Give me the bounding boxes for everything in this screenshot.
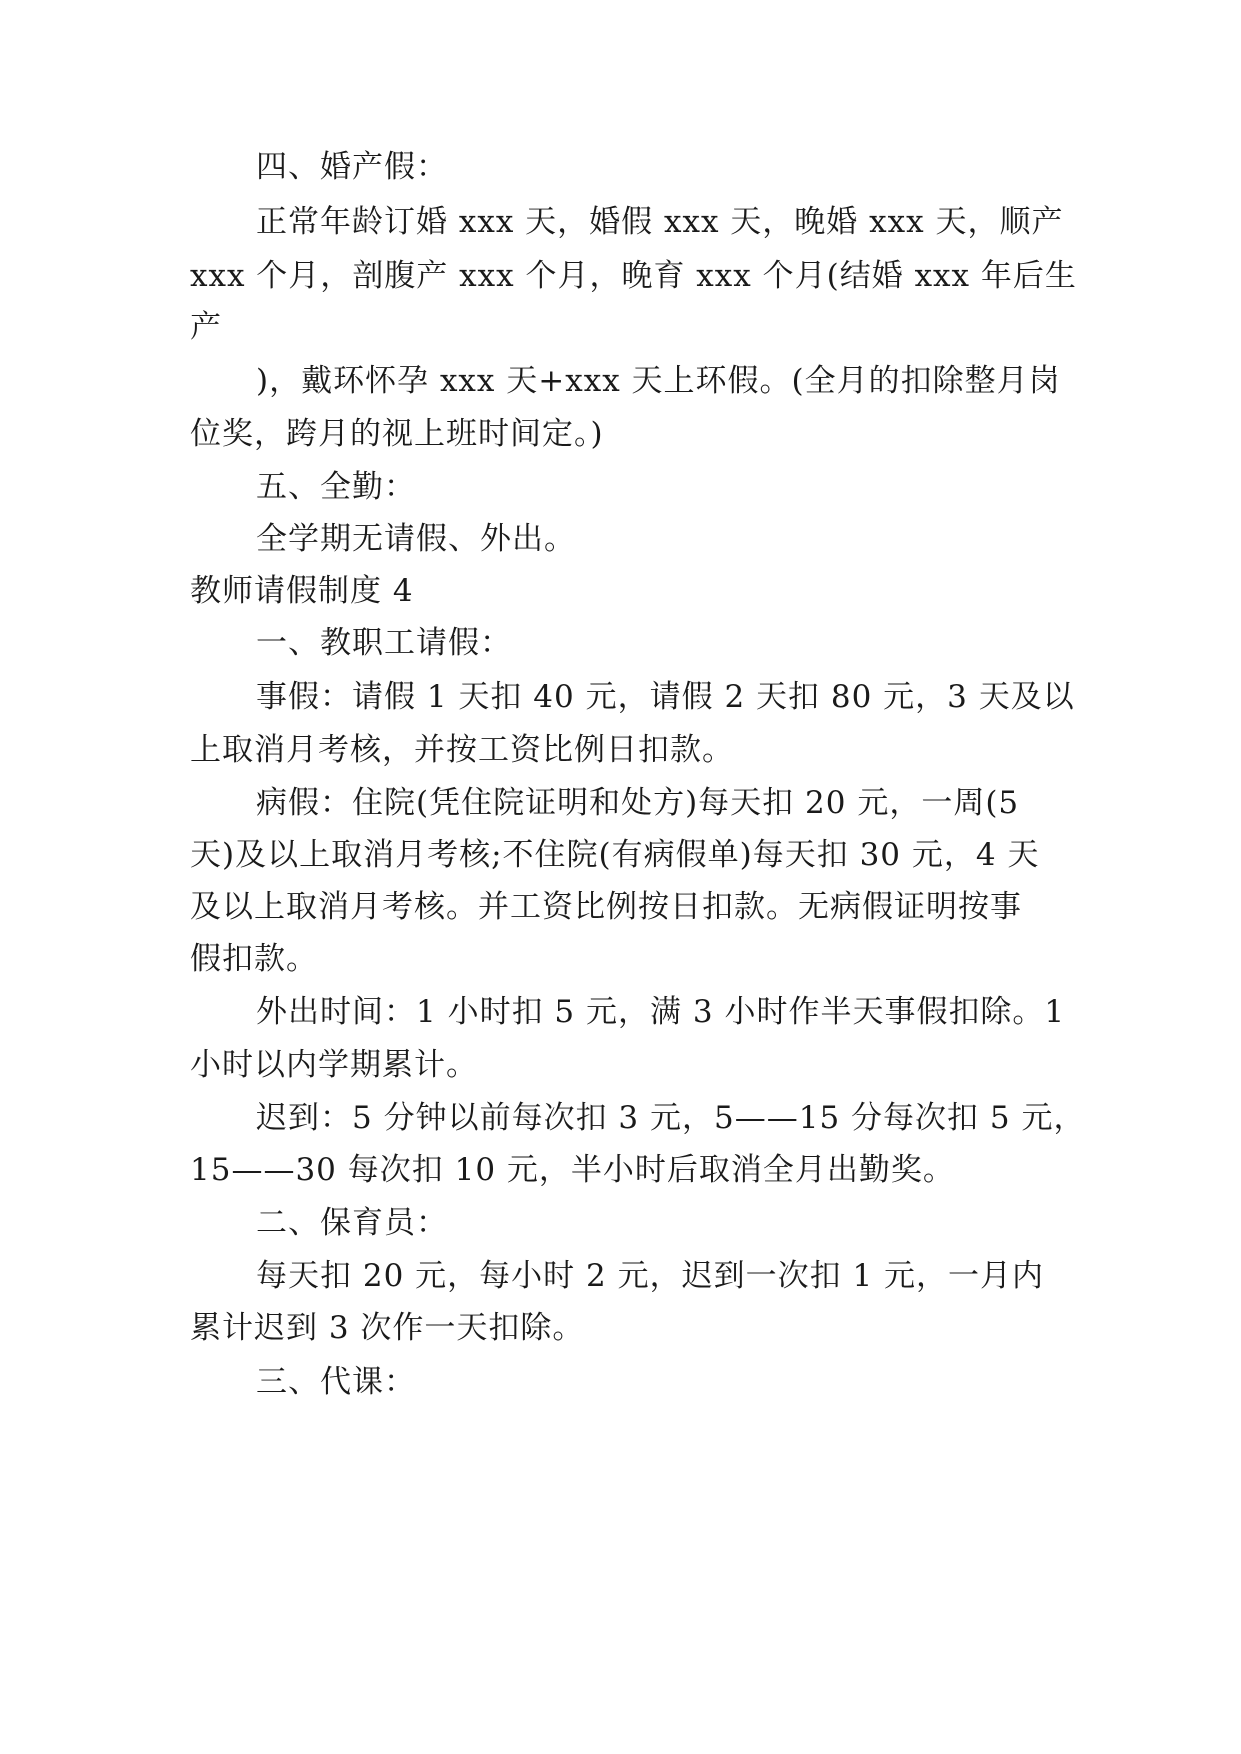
paragraph-line: xxx 个月，剖腹产 xxx 个月，晚育 xxx 个月(结婚 xxx 年后生 (190, 258, 1077, 294)
paragraph-line: 假扣款。 (190, 941, 318, 977)
paragraph-line: 正常年龄订婚 xxx 天，婚假 xxx 天，晚婚 xxx 天，顺产 (256, 204, 1064, 240)
paragraph-line: 15——30 每次扣 10 元，半小时后取消全月出勤奖。 (190, 1152, 955, 1188)
paragraph-line: 位奖，跨月的视上班时间定。) (190, 416, 604, 452)
paragraph-line: 外出时间：1 小时扣 5 元，满 3 小时作半天事假扣除。1 (256, 994, 1066, 1030)
paragraph-line: 全学期无请假、外出。 (256, 521, 576, 557)
section-heading-staff-leave: 一、教职工请假： (256, 625, 512, 661)
section-heading-full-attendance: 五、全勤： (256, 469, 416, 505)
paragraph-line: 迟到：5 分钟以前每次扣 3 元，5——15 分每次扣 5 元， (256, 1100, 1086, 1136)
section-heading-marriage-maternity-leave: 四、婚产假： (256, 149, 448, 185)
section-heading-childcare-staff: 二、保育员： (256, 1205, 448, 1241)
section-heading-substitute-teaching: 三、代课： (256, 1364, 416, 1400)
paragraph-line: 小时以内学期累计。 (190, 1047, 478, 1083)
paragraph-line: 产 (190, 309, 222, 345)
document-title: 教师请假制度 4 (190, 573, 414, 609)
paragraph-line: 累计迟到 3 次作一天扣除。 (190, 1310, 585, 1346)
paragraph-line: 事假：请假 1 天扣 40 元，请假 2 天扣 80 元，3 天及以 (256, 679, 1075, 715)
paragraph-line: )，戴环怀孕 xxx 天+xxx 天上环假。(全月的扣除整月岗 (256, 363, 1061, 399)
paragraph-line: 病假：住院(凭住院证明和处方)每天扣 20 元，一周(5 (256, 785, 1020, 821)
paragraph-line: 天)及以上取消月考核;不住院(有病假单)每天扣 30 元，4 天 (190, 837, 1040, 873)
paragraph-line: 每天扣 20 元，每小时 2 元，迟到一次扣 1 元，一月内 (256, 1258, 1045, 1294)
paragraph-line: 上取消月考核，并按工资比例日扣款。 (190, 732, 734, 768)
paragraph-line: 及以上取消月考核。并工资比例按日扣款。无病假证明按事 (190, 889, 1022, 925)
